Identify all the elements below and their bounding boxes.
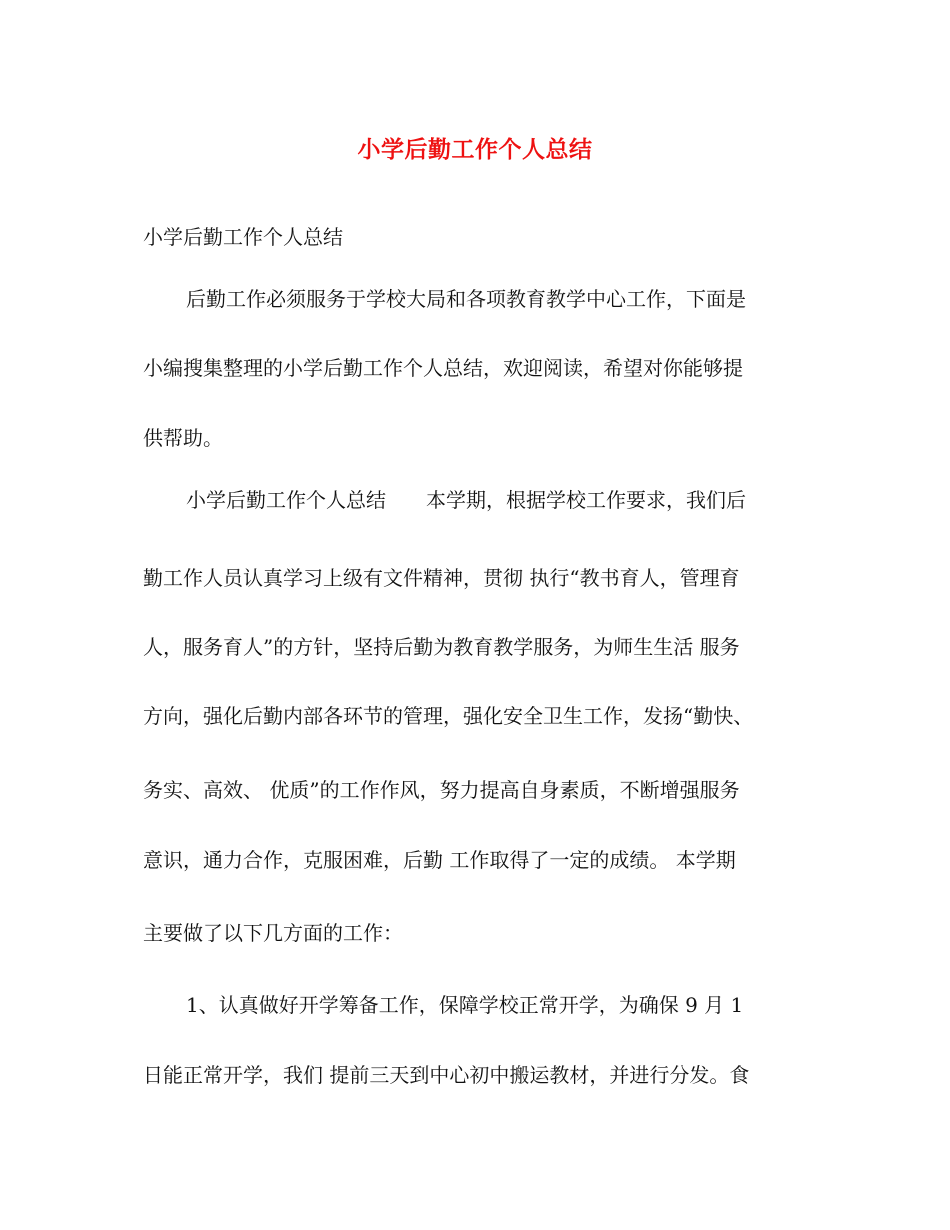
paragraph-line: 小学后勤工作个人总结 本学期，根据学校工作要求，我们后 — [186, 488, 746, 512]
paragraph-line: 供帮助。 — [143, 426, 223, 450]
subtitle-line: 小学后勤工作个人总结 — [143, 225, 343, 249]
paragraph-line: 日能正常开学，我们 提前三天到中心初中搬运教材，并进行分发。食 — [143, 1063, 750, 1087]
paragraph-line: 务实、高效、 优质”的工作作风，努力提高自身素质，不断增强服务 — [143, 778, 740, 802]
paragraph-line: 勤工作人员认真学习上级有文件精神，贯彻 执行“教书育人，管理育 — [143, 566, 740, 590]
paragraph-line: 小编搜集整理的小学后勤工作个人总结，欢迎阅读，希望对你能够提 — [143, 356, 743, 380]
paragraph-line: 后勤工作必须服务于学校大局和各项教育教学中心工作，下面是 — [186, 287, 746, 311]
paragraph-line: 方向，强化后勤内部各环节的管理，强化安全卫生工作，发扬“勤快、 — [143, 704, 754, 728]
paragraph-line: 主要做了以下几方面的工作： — [143, 921, 403, 945]
paragraph-line: 人，服务育人”的方针，坚持后勤为教育教学服务，为师生生活 服务 — [143, 635, 740, 659]
document-title: 小学后勤工作个人总结 — [357, 136, 593, 163]
paragraph-line: 1、认真做好开学筹备工作，保障学校正常开学，为确保 9 月 1 — [186, 993, 744, 1017]
paragraph-line: 意识，通力合作，克服困难，后勤 工作取得了一定的成绩。 本学期 — [143, 848, 736, 872]
